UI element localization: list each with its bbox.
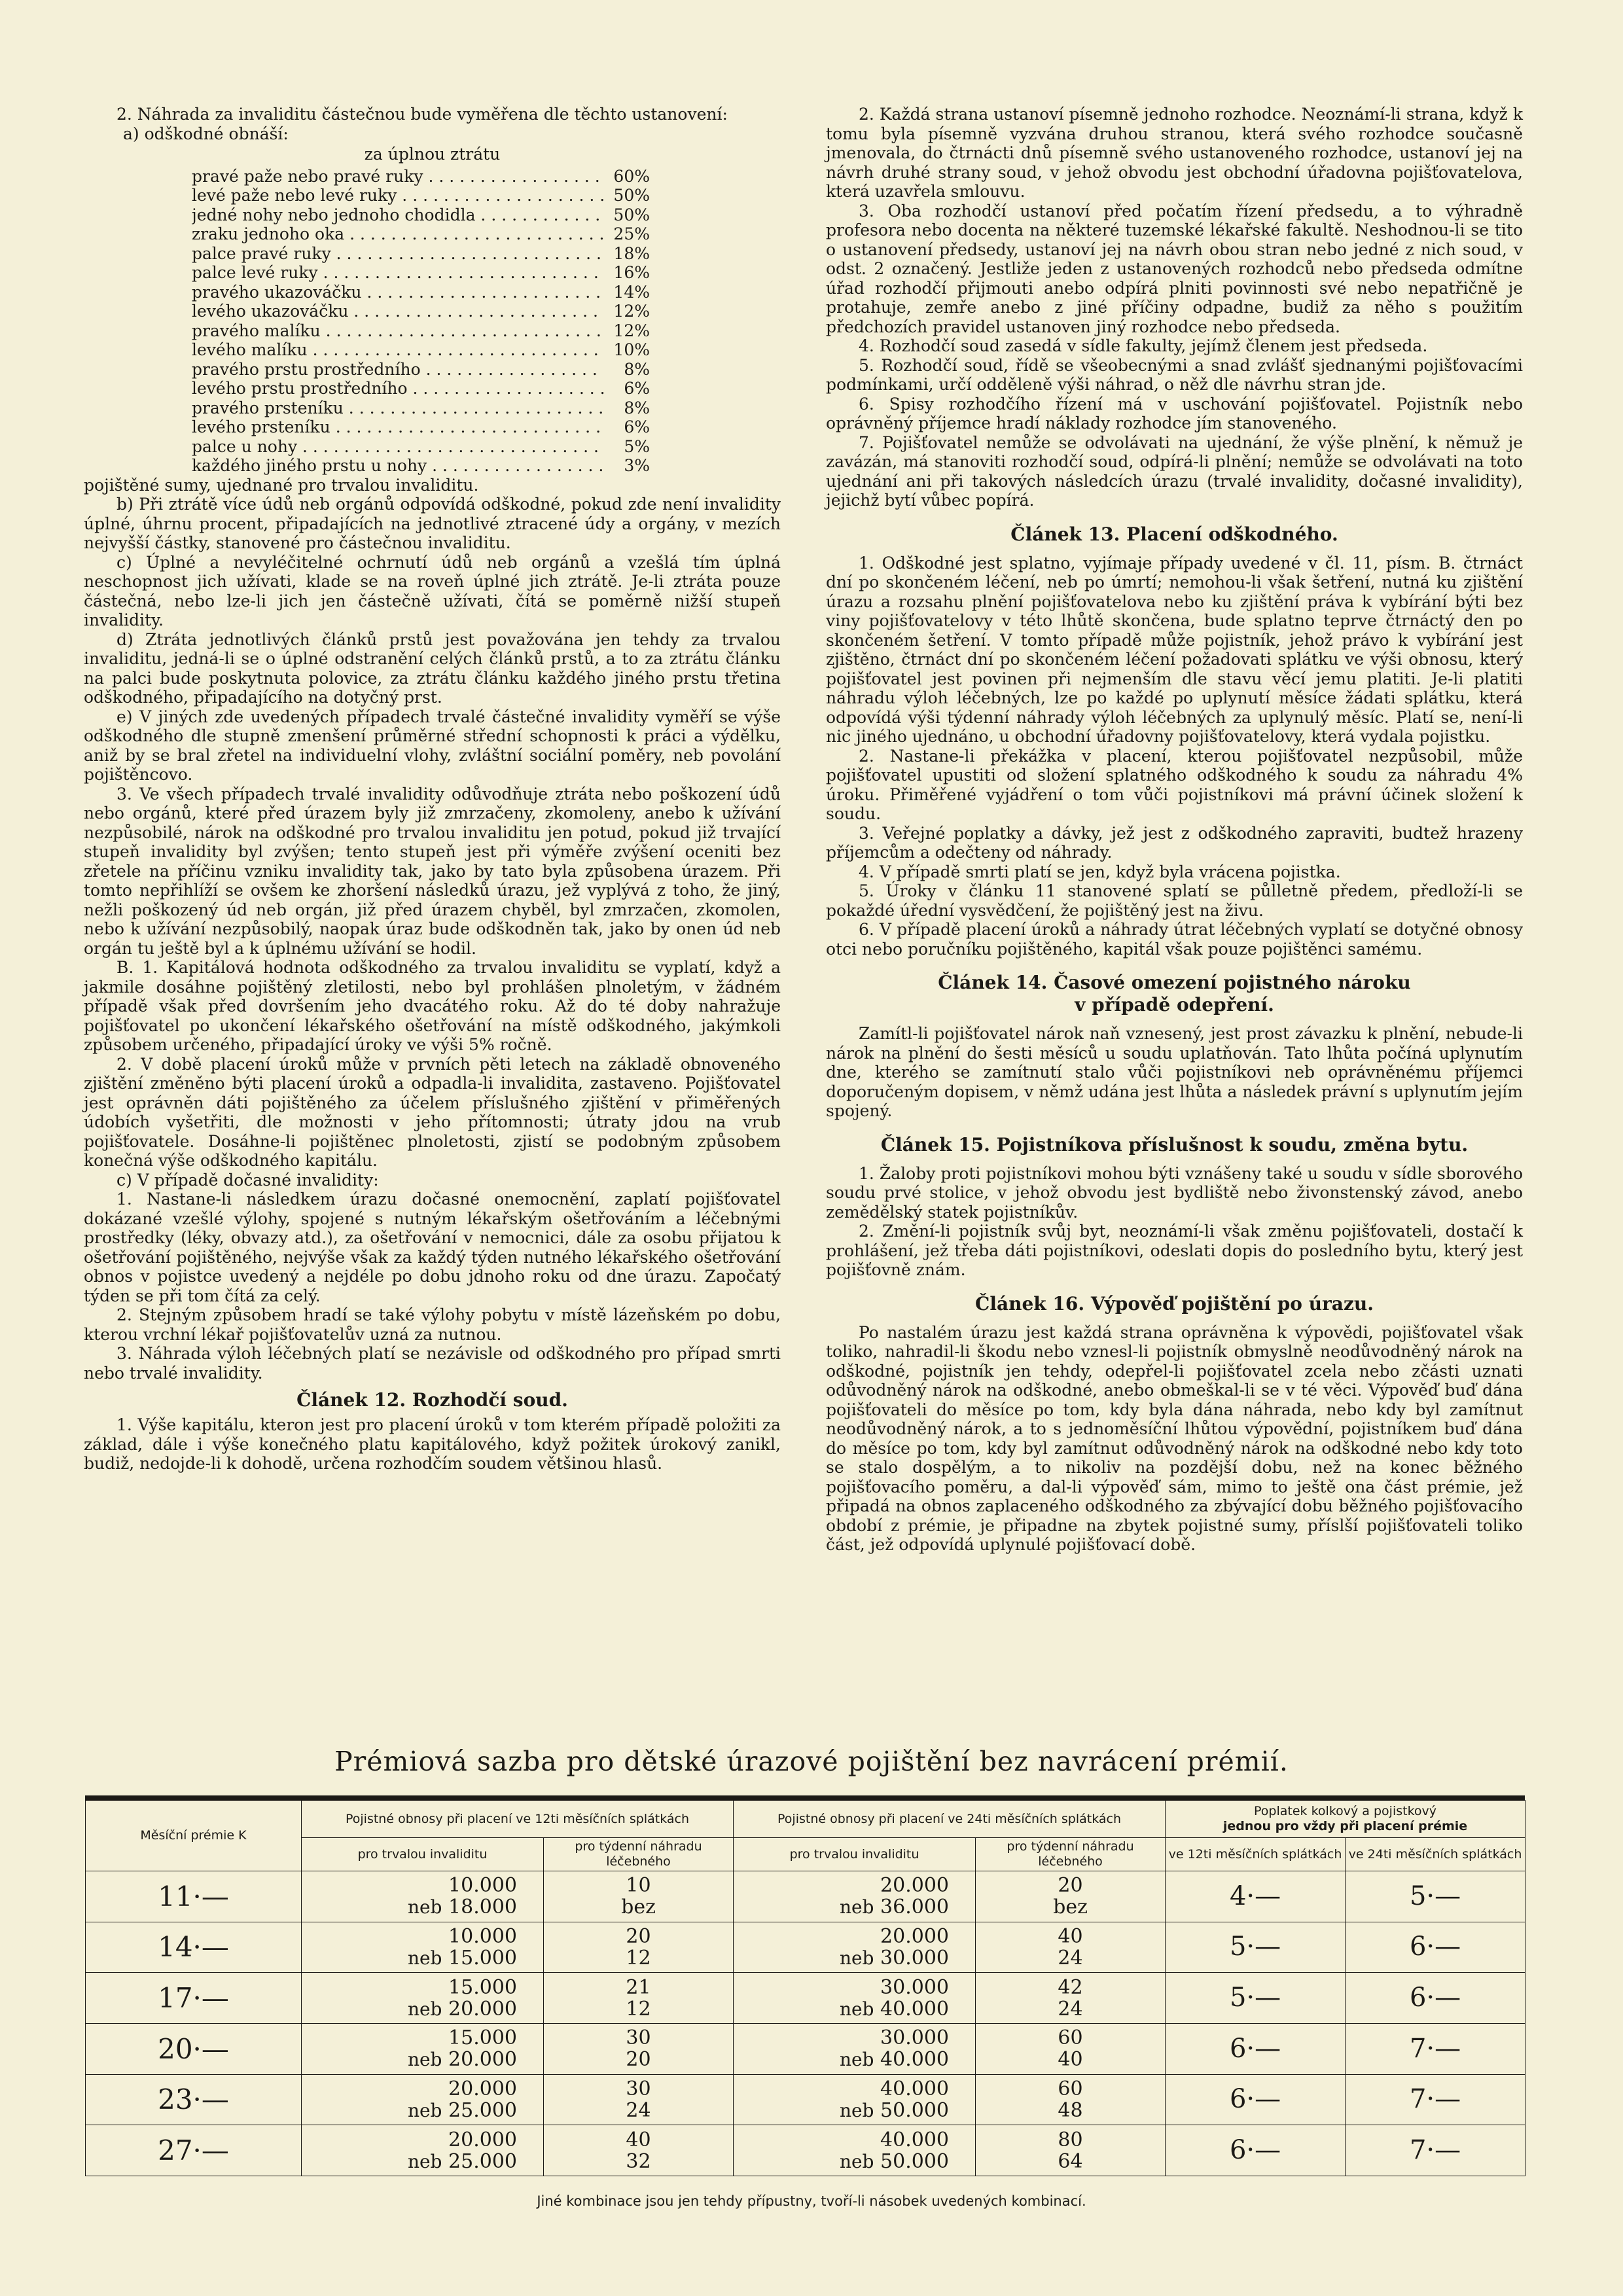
value bbox=[304, 1896, 517, 1918]
sum-insured-24 bbox=[734, 2023, 976, 2074]
paragraph: Zamítl-li pojišťovatel nárok naň vznesený, jest prost závazku k plnění, nebude-li nárok na plnění do šesti měsíců u soudu uplatňován. Tato lhůta počíná uplynutím dne, kterého se zamítnutí stalo vůči pojistníkovi neb oprávněnému příjemci doporučeným dopisem, v němž udána jest lhůta a následek právní s uplynutím jejím spojený. bbox=[826, 1024, 1523, 1120]
fee-12: 6·— bbox=[1166, 2074, 1346, 2125]
value: 30.000 bbox=[880, 1975, 950, 1999]
value-alt: 20.000 bbox=[448, 2048, 517, 2072]
paragraph: 5. Úroky v článku 11 stanovené splatí se půlletně předem, předloží-li se pokaždé úřední vysvědčení, že pojištěný jest na živu. bbox=[826, 881, 1523, 920]
paragraph: 2. Každá strana ustanoví písemně jednoho rozhodce. Neoznámí-li strana, když k tomu byla písemně vyzvána druhou stranou, která svého rozhodce současně jmenovala, do čtrnácti dnů písemně svého ustanoveného rozhodce, ustanoví jej na návrh druhé strany soud, v jehož obvodu jest obchodní úřadovna pojišťovatelova, která uzavřela smlouvu. bbox=[826, 105, 1523, 201]
body-part-percent: 18% bbox=[613, 243, 650, 263]
weekly-12 bbox=[544, 1871, 734, 1922]
fee-24: 6·— bbox=[1346, 1973, 1525, 2024]
paragraph: 2. Stejným způsobem hradí se také výlohy pobytu v místě lázeňském po dobu, kterou vrchní lékař pojišťovatelův uzná za nutnou. bbox=[84, 1305, 781, 1344]
body-part-percent: 50% bbox=[613, 186, 650, 205]
sum-insured-12 bbox=[302, 1871, 544, 1922]
value: 60 bbox=[1058, 2077, 1083, 2100]
value-alt: 40.000 bbox=[880, 2048, 950, 2072]
header-12-installments: Pojistné obnosy při placení ve 12ti měsíčních splátkách bbox=[302, 1801, 734, 1838]
body-part-name: levého prstu prostředního . . . bbox=[192, 379, 604, 398]
body-part-name: pravé paže nebo pravé ruky . . . bbox=[192, 167, 604, 186]
body-part-row bbox=[192, 321, 650, 341]
neb-label: neb bbox=[839, 2049, 874, 2071]
table-row bbox=[86, 2074, 1525, 2125]
body-part-name: palce u nohy . . . bbox=[192, 437, 604, 457]
weekly-12 bbox=[544, 1973, 734, 2024]
weekly-12 bbox=[544, 2125, 734, 2176]
sum-insured-12 bbox=[302, 2125, 544, 2176]
paragraph: Po nastalém úrazu jest každá strana oprávněna k výpovědi, pojišťovatel však toliko, nahradil-li škodu nebo vznesl-li pojistník obmyslně neodůvodněný nárok na odškodné, pojistník jen tehdy, odepřel-li pojišťovatel zcela nebo zčásti uznati odůvodněný nárok na odškodné, anebo obmeškal-li se v té věci. Výpověď buď dána pojišťovateli do měsíce po tom, kdy byla dána náhrada, nebo kdy byl zamítnut neodůvodněný nárok, a to s jednoměsíční lhůtou výpovědní, pojistníkem buď dána do měsíce po tom, kdy byl zamítnut odůvodněný nárok na odškodné nebo kdy toto se stalo dospělým, a to nikoliv na pozdější dobu, než na konec běžného pojišťovacího poměru, a dal-li výpověď sám, mimo to ještě ona část prémie, jež připadá na obnos zaplaceného odškodného za zbývající dobu běžného pojišťovacího období z prémie, je připadne na zbytek pojistné sumy, příslší pojišťovateli toliko část, jež odpovídá uplynulé pojišťovací době. bbox=[826, 1322, 1523, 1554]
neb-label: neb bbox=[407, 2150, 442, 2172]
value bbox=[736, 1998, 949, 2020]
body-part-row bbox=[192, 283, 650, 302]
paragraph: 3. Veřejné poplatky a dávky, jež jest z odškodného zapraviti, budtež hrazeny příjemcům a odečteny od náhrady. bbox=[826, 823, 1523, 862]
value: 48 bbox=[1058, 2098, 1083, 2122]
value: 60 bbox=[1058, 2026, 1083, 2050]
body-part-name: levého prsteníku . . . bbox=[192, 417, 604, 437]
body-part-name: pravého prstu prostředního . . . bbox=[192, 360, 604, 380]
body-part-name: zraku jednoho oka . . . bbox=[192, 224, 604, 244]
body-part-name: levého malíku . . . bbox=[192, 340, 604, 360]
weekly-24 bbox=[976, 2074, 1166, 2125]
table-row bbox=[86, 2125, 1525, 2176]
monthly-premium: 11·— bbox=[86, 1871, 302, 1922]
value: 30 bbox=[626, 2026, 651, 2050]
body-part-row bbox=[192, 379, 650, 398]
weekly-24 bbox=[976, 2023, 1166, 2074]
value: 20.000 bbox=[448, 2128, 517, 2151]
body-part-row bbox=[192, 186, 650, 205]
value-alt: 30.000 bbox=[880, 1946, 950, 1969]
body-part-percent: 6% bbox=[624, 417, 650, 436]
value: 30 bbox=[626, 2077, 651, 2100]
article-13-heading: Článek 13. Placení odškodného. bbox=[1010, 523, 1338, 545]
paragraph: 7. Pojišťovatel nemůže se odvolávati na ujednání, že výše plnění, k němuž je zavázán, má stanoviti rozhodčí soud, odpírá-li plnění; nemůže se odvolávati na toto ujednání ani při takových následcích úrazu (trvalé invalidity, dočasné invalidity), jejichž bytí vůbec popírá. bbox=[826, 433, 1523, 510]
value-alt: 25.000 bbox=[448, 2098, 517, 2122]
paragraph: 2. Změní-li pojistník svůj byt, neoznámí-li však změnu pojišťovateli, dostačí k prohlášení, jež třeba dáti pojistníkovi, odeslati dopis do posledního bytu, který jest pojišťovně znám. bbox=[826, 1222, 1523, 1279]
header-fee-24: ve 24ti měsíčních splátkách bbox=[1346, 1838, 1525, 1871]
paragraph: 1. Odškodné jest splatno, vyjímaje případy uvedené v čl. 11, písm. B. čtrnáct dní po skončeném léčení, neb po úmrtí; nemohou-li však šetření, nutná ku zjištění úrazu a rozsahu plnění pojišťovatelova nebo ku zjištění práva k vybírání býti bez viny pojišťovatelovy v této lhůtě skončena, bude splatno teprve čtrnáctý den po skončeném šetření. V tomto případě může pojistník, jehož právo k vybírání jest zjištěno, čtrnáct dní po skončeném léčení požadovati splátku ve výši obnosu, který pojišťovatel jest povinen při nejmenším dle stavu věcí jemu platiti. Je-li platiti náhradu výloh léčebných, lze po každé po uplynutí měsíce žádati splátku, která odpovídá výši týdenní náhrady výloh léčebných za uplynulý měsíc. Platí se, není-li nic jiného ujednáno, u obchodní úřadovny pojišťovatelovy, která vydala pojistku. bbox=[826, 553, 1523, 746]
monthly-premium: 23·— bbox=[86, 2074, 302, 2125]
body-part-name: levé paže nebo levé ruky . . . bbox=[192, 186, 604, 205]
paragraph: 6. V případě placení úroků a náhrady útrat léčebných vyplatí se dotyčné obnosy otci nebo poručníku pojištěného, kapitál však pouze pojištěnci samému. bbox=[826, 920, 1523, 959]
value: 24 bbox=[1058, 1946, 1083, 1969]
weekly-12 bbox=[544, 2023, 734, 2074]
total-loss-label: za úplnou ztrátu bbox=[364, 145, 501, 164]
sum-insured-24 bbox=[734, 1922, 976, 1973]
premium-table bbox=[85, 1800, 1525, 2176]
paragraph: 2. Náhrada za invaliditu částečnou bude vyměřena dle těchto ustanovení: bbox=[116, 105, 728, 124]
paragraph: B. 1. Kapitálová hodnota odškodného za trvalou invaliditu se vyplatí, když a jakmile dosáhne pojištěný zletilosti, nebo byl prohlášen plnoletým, v žádném případě však před dovršením jeho dvacátého roku. Až do té doby nahražuje pojišťovatel po ukončení lékařského ošetřování na místě odškodného, jakýmkoli způsobem určeného, připadající úroky ve výši 5% ročně. bbox=[84, 958, 781, 1054]
value: 20 bbox=[626, 2048, 651, 2072]
body-part-percent: 10% bbox=[613, 340, 650, 359]
weekly-24 bbox=[976, 2125, 1166, 2176]
value-alt: 50.000 bbox=[880, 2098, 950, 2122]
weekly-24 bbox=[976, 1871, 1166, 1922]
body-part-row bbox=[192, 244, 650, 264]
neb-label: neb bbox=[839, 1896, 874, 1918]
paragraph: 1. Žaloby proti pojistníkovi mohou býti vznášeny také u soudu v sídle sborového soudu prvé stolice, v jehož obvodu jest bydliště nebo živonstenský závod, anebo zemědělský statek pojistníkův. bbox=[826, 1163, 1523, 1222]
value-alt: 15.000 bbox=[448, 1946, 517, 1969]
paragraph: 2. V době placení úroků může v prvních pěti letech na základě obnoveného zjištění změněno býti placení úroků a odpadla-li invalidita, zastaveno. Pojišťovatel jest oprávněn dáti pojištěného za účelem příslušného zjištění v přiměřených údobích vyšetřiti, dle možnosti v jeho přítomnosti; útraty jdou na vrub pojišťovatele. Dosáhne-li pojištěnec plnoletosti, zjistí se podobným způsobem konečná výše odškodného kapitálu. bbox=[84, 1054, 781, 1170]
body-part-name: pravého ukazováčku . . . bbox=[192, 283, 604, 302]
table-row bbox=[86, 1973, 1525, 2024]
table-row bbox=[86, 1871, 1525, 1922]
body-parts-list bbox=[192, 167, 650, 476]
fee-12: 5·— bbox=[1166, 1922, 1346, 1973]
value: 12 bbox=[626, 1946, 651, 1969]
header-permanent-24: pro trvalou invaliditu bbox=[734, 1838, 976, 1871]
value: 20.000 bbox=[448, 2077, 517, 2100]
value: 20 bbox=[626, 1924, 651, 1948]
paragraph: 3. Oba rozhodčí ustanoví před počatím řízení předsedu, a to výhradně profesora nebo docenta na některé tuzemské lékařské fakultě. Neshodnou-li se tito o ustanovení předsedy, ustanoví jej na návrh obou stran nebo jedné z nich soud, v odst. 2 označený. Jestliže jeden z ustanovených rozhodců nebo předseda odmítne úřad rozhodčí přijmouti anebo odpírá plniti povinnosti své nebo nepatřičně je protahuje, zemře anebo z jiné příčiny odpadne, budiž za něho s použitím předchozích pravidel ustanoven jiný rozhodce nebo předseda. bbox=[826, 201, 1523, 336]
article-15-heading: Článek 15. Pojistníkova příslušnost k soudu, změna bytu. bbox=[880, 1133, 1469, 1156]
value: 20 bbox=[1058, 1874, 1083, 1898]
body-part-name: levého ukazováčku . . . bbox=[192, 302, 604, 321]
paragraph: 5. Rozhodčí soud, řídě se všeobecnými a snad zvlášť sjednanými pojišťovacími podmínkami, určí odděleně výši náhrad, o něž dle návrhu stran jde. bbox=[826, 355, 1523, 394]
value-alt: 40.000 bbox=[880, 1997, 950, 2021]
value: 40 bbox=[626, 2128, 651, 2151]
body-part-row bbox=[192, 167, 650, 186]
body-part-row bbox=[192, 205, 650, 225]
header-stamp-fee-line2: jednou pro vždy při placení prémie bbox=[1222, 1819, 1468, 1833]
sum-insured-12 bbox=[302, 1922, 544, 1973]
paragraph: 1. Výše kapitálu, kteron jest pro placení úroků v tom kterém případě položiti za základ, dále i výše konečného platu kapitálového, když požitek úrokový zanikl, budiž, nedojde-li k dohodě, určena rozhodčím soudem většinou hlasů. bbox=[84, 1415, 781, 1473]
neb-label: neb bbox=[839, 2099, 874, 2121]
paragraph: b) Při ztrátě více údů neb orgánů odpovídá odškodné, pokud zde není invalidity úplné, úhrnu procent, připadajících na jednotlivé ztracené údy a orgány, v mezích nejvyšší částky, stanovené pro částečnou invaliditu. bbox=[84, 495, 781, 552]
body-part-name: pravého malíku . . . bbox=[192, 321, 604, 341]
value bbox=[736, 2151, 949, 2172]
sum-insured-24 bbox=[734, 2074, 976, 2125]
left-column bbox=[84, 105, 781, 1474]
neb-label: neb bbox=[407, 1896, 442, 1918]
neb-label: neb bbox=[407, 2049, 442, 2071]
value: 64 bbox=[1058, 2149, 1083, 2173]
value: 42 bbox=[1058, 1975, 1083, 1999]
body-part-percent: 50% bbox=[613, 205, 650, 224]
body-part-percent: 14% bbox=[613, 282, 650, 302]
weekly-12 bbox=[544, 1922, 734, 1973]
value bbox=[304, 2151, 517, 2172]
weekly-12 bbox=[544, 2074, 734, 2125]
sum-insured-24 bbox=[734, 1871, 976, 1922]
value: 40.000 bbox=[880, 2077, 950, 2100]
sum-insured-12 bbox=[302, 1973, 544, 2024]
article-14-heading: Článek 14. Časové omezení pojistného nároku bbox=[938, 972, 1411, 993]
body-part-percent: 8% bbox=[624, 398, 650, 417]
paragraph: e) V jiných zde uvedených případech trvalé částečné invalidity vyměří se výše odškodného dle stupně zmenšení průměrné střední schopnosti k práci a výdělku, aniž by se bral zřetel na individuelní vlohy, zvláštní sociální poměry, neb povolání pojištěncovo. bbox=[84, 707, 781, 784]
fee-12: 6·— bbox=[1166, 2023, 1346, 2074]
right-column bbox=[826, 105, 1523, 1555]
value bbox=[304, 1998, 517, 2020]
paragraph: 3. Náhrada výloh léčebných platí se nezávisle od odškodného pro případ smrti nebo trvalé invalidity. bbox=[84, 1344, 781, 1383]
value: 20.000 bbox=[880, 1874, 950, 1898]
sum-insured-24 bbox=[734, 1973, 976, 2024]
fee-24: 7·— bbox=[1346, 2074, 1525, 2125]
paragraph: d) Ztráta jednotlivých článků prstů jest považována jen tehdy za trvalou invaliditu, jedná-li se o úplné odstranění celých článků prstů, a to za ztrátu článku na palci bude poskytnuta polovice, za ztrátu článku každého jiného prstu třetina odškodného, připadajícího na dotyčný prst. bbox=[84, 629, 781, 707]
body-part-row bbox=[192, 417, 650, 437]
neb-label: neb bbox=[407, 2099, 442, 2121]
body-part-name: pravého prsteníku . . . bbox=[192, 398, 604, 418]
value-alt: 20.000 bbox=[448, 1997, 517, 2021]
fee-24: 6·— bbox=[1346, 1922, 1525, 1973]
body-part-percent: 3% bbox=[624, 456, 650, 475]
value: 10.000 bbox=[448, 1924, 517, 1948]
paragraph: 3. Ve všech případech trvalé invalidity odůvodňuje ztráta nebo poškození údů nebo orgánů, které před úrazem byly již zmrzačeny, zkomoleny, anebo k užívání nezpůsobilé, nárok na odškodné pro trvalou invaliditu jen potud, pokud již trvající stupeň invalidity byl zvýšen; tento stupeň jest při výměře zvýšení oceniti bez zřetele na příčinu vzniku invalidity tak, jako by tato byla způsobena úrazem. Při tomto nepřihlíží se ovšem ke zhoršení následků úrazu, jež vyplývá z toho, že jiný, nežli poškozený úd neb orgán, již před úrazem chyběl, byl zmrzačen, zkomolen, nebo k užívání nezpůsobilý, naopak úraz bude odškodněn tak, jako by onen úd neb orgán tu ještě byl a k úplnému užívání se hodil. bbox=[84, 784, 781, 958]
value-alt: 36.000 bbox=[880, 1896, 950, 1919]
paragraph: pojištěné sumy, ujednané pro trvalou invaliditu. bbox=[84, 475, 479, 495]
value: bez bbox=[621, 1896, 656, 1919]
value: 30.000 bbox=[880, 2026, 950, 2050]
body-part-name: palce pravé ruky . . . bbox=[192, 244, 604, 264]
fee-12: 6·— bbox=[1166, 2125, 1346, 2176]
article-12-heading: Článek 12. Rozhodčí soud. bbox=[296, 1389, 568, 1411]
body-part-percent: 25% bbox=[613, 224, 650, 243]
monthly-premium: 17·— bbox=[86, 1973, 302, 2024]
value: 24 bbox=[1058, 1997, 1083, 2021]
value: 40 bbox=[1058, 1924, 1083, 1948]
monthly-premium: 14·— bbox=[86, 1922, 302, 1973]
body-part-row bbox=[192, 263, 650, 283]
value bbox=[736, 1947, 949, 1969]
paragraph: c) V případě dočasné invalidity: bbox=[116, 1170, 379, 1190]
monthly-premium: 27·— bbox=[86, 2125, 302, 2176]
neb-label: neb bbox=[407, 1998, 442, 2020]
body-part-name: každého jiného prstu u nohy . . . bbox=[192, 456, 604, 476]
header-24-installments: Pojistné obnosy při placení ve 24ti měsíčních splátkách bbox=[734, 1801, 1166, 1838]
table-top-rule bbox=[85, 1795, 1525, 1800]
body-part-row bbox=[192, 302, 650, 321]
body-part-percent: 16% bbox=[613, 263, 650, 282]
header-fee-12: ve 12ti měsíčních splátkách bbox=[1166, 1838, 1346, 1871]
body-part-percent: 5% bbox=[624, 436, 650, 456]
body-part-row bbox=[192, 340, 650, 360]
value bbox=[736, 1896, 949, 1918]
value: 80 bbox=[1058, 2128, 1083, 2151]
value: 32 bbox=[626, 2149, 651, 2173]
value: 21 bbox=[626, 1975, 651, 1999]
value-alt: 50.000 bbox=[880, 2149, 950, 2173]
body-part-percent: 6% bbox=[624, 379, 650, 398]
neb-label: neb bbox=[839, 2150, 874, 2172]
header-stamp-fee-line1: Poplatek kolkový a pojistkový bbox=[1254, 1804, 1437, 1818]
table-footnote: Jiné kombinace jsou jen tehdy přípustny, tvoří-li násobek uvedených kombinací. bbox=[537, 2193, 1086, 2209]
body-part-row bbox=[192, 224, 650, 244]
neb-label: neb bbox=[407, 1947, 442, 1969]
body-part-row bbox=[192, 398, 650, 418]
fee-12: 5·— bbox=[1166, 1973, 1346, 2024]
header-stamp-fee bbox=[1166, 1801, 1525, 1838]
value: 10 bbox=[626, 1874, 651, 1898]
fee-24: 5·— bbox=[1346, 1871, 1525, 1922]
table-row bbox=[86, 2023, 1525, 2074]
paragraph: 4. V případě smrti platí se jen, když byla vrácena pojistka. bbox=[859, 862, 1341, 881]
fee-24: 7·— bbox=[1346, 2125, 1525, 2176]
header-monthly-premium: Měsíční prémie K bbox=[86, 1801, 302, 1871]
paragraph: 4. Rozhodčí soud zasedá v sídle fakulty, jejímž členem jest předseda. bbox=[859, 336, 1428, 355]
paragraph: 1. Nastane-li následkem úrazu dočasné onemocnění, zaplatí pojišťovatel dokázané vzešlé výlohy, spojené s nutným lékařským ošetřováním a léčebnými prostředky (léky, obvazy atd.), za ošetřování v nemocnici, dále za osobu přijatou k ošetřování pojištěného, nejvýše však za každý týden nutného lékařského ošetřování obnos v pojistce uvedený a nejdéle po dobu jdnoho roku od dne úrazu. Započatý týden se při tom čítá za celý. bbox=[84, 1190, 781, 1305]
premium-table-title: Prémiová sazba pro dětské úrazové pojištění bez navrácení prémií. bbox=[334, 1746, 1289, 1777]
header-weekly-12: pro týdenní náhradu léčebného bbox=[544, 1838, 734, 1871]
paragraph: 6. Spisy rozhodčího řízení má v uschování pojišťovatel. Pojistník nebo oprávněný příjemce hradí náklady rozhodce jím stanoveného. bbox=[826, 394, 1523, 433]
value bbox=[736, 2100, 949, 2121]
paragraph: a) odškodné obnáší: bbox=[123, 124, 289, 143]
body-part-name: jedné nohy nebo jednoho chodidla . . . bbox=[192, 205, 604, 225]
body-part-row bbox=[192, 360, 650, 380]
value: 24 bbox=[626, 2098, 651, 2122]
value: 15.000 bbox=[448, 2026, 517, 2050]
value bbox=[304, 2049, 517, 2070]
sum-insured-12 bbox=[302, 2074, 544, 2125]
monthly-premium: 20·— bbox=[86, 2023, 302, 2074]
weekly-24 bbox=[976, 1922, 1166, 1973]
header-permanent-12: pro trvalou invaliditu bbox=[302, 1838, 544, 1871]
value: 12 bbox=[626, 1997, 651, 2021]
neb-label: neb bbox=[839, 1947, 874, 1969]
body-part-percent: 12% bbox=[613, 302, 650, 321]
value: 40 bbox=[1058, 2048, 1083, 2072]
body-part-row bbox=[192, 456, 650, 476]
header-weekly-24: pro týdenní náhradu léčebného bbox=[976, 1838, 1166, 1871]
sum-insured-12 bbox=[302, 2023, 544, 2074]
value: 40.000 bbox=[880, 2128, 950, 2151]
value: 15.000 bbox=[448, 1975, 517, 1999]
value-alt: 18.000 bbox=[448, 1896, 517, 1919]
neb-label: neb bbox=[839, 1998, 874, 2020]
value-alt: 25.000 bbox=[448, 2149, 517, 2173]
body-part-percent: 8% bbox=[624, 359, 650, 379]
weekly-24 bbox=[976, 1973, 1166, 2024]
value: 10.000 bbox=[448, 1874, 517, 1898]
fee-24: 7·— bbox=[1346, 2023, 1525, 2074]
article-16-heading: Článek 16. Výpověď pojištění po úrazu. bbox=[975, 1292, 1374, 1315]
body-part-row bbox=[192, 437, 650, 457]
body-part-percent: 12% bbox=[613, 321, 650, 340]
article-14-heading-line2: v případě odepření. bbox=[1075, 994, 1274, 1016]
paragraph: 2. Nastane-li překážka v placení, kterou pojišťovatel nezpůsobil, může pojišťovatel upustiti od složení splatného odškodného k soudu za náhradu 4% úroku. Přiměřené vyjádření o tom vůči pojistníkovi má právní účinek složení k soudu. bbox=[826, 746, 1523, 823]
value bbox=[304, 2100, 517, 2121]
sum-insured-24 bbox=[734, 2125, 976, 2176]
premium-table-body bbox=[86, 1871, 1525, 2176]
paragraph: c) Úplné a nevyléčitelné ochrnutí údů neb orgánů a vzešlá tím úplná neschopnost jich užívati, klade se na roveň úplné jich ztrátě. Je-li ztráta pouze částečná, nebo lze-li jich jen částečně užívati, čítá se poměrně nižší stupeň invalidity. bbox=[84, 552, 781, 629]
value: 20.000 bbox=[880, 1924, 950, 1948]
value bbox=[736, 2049, 949, 2070]
body-part-name: palce levé ruky . . . bbox=[192, 263, 604, 283]
table-row bbox=[86, 1922, 1525, 1973]
value: bez bbox=[1053, 1896, 1088, 1919]
value bbox=[304, 1947, 517, 1969]
fee-12: 4·— bbox=[1166, 1871, 1346, 1922]
body-part-percent: 60% bbox=[613, 166, 650, 186]
